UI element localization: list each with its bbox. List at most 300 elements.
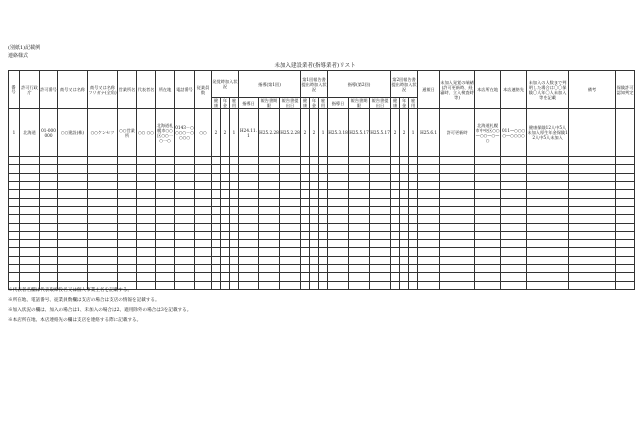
empty-cell <box>616 248 635 256</box>
empty-cell <box>118 198 137 206</box>
notes <box>8 286 191 326</box>
table-row <box>9 157 635 165</box>
empty-cell <box>212 173 221 181</box>
empty-cell <box>239 157 259 165</box>
empty-cell <box>239 181 259 189</box>
empty-cell <box>328 248 349 256</box>
empty-cell <box>239 198 259 206</box>
empty-cell <box>501 198 527 206</box>
col-notification: 通報日 <box>418 71 440 109</box>
empty-cell <box>440 240 475 248</box>
empty-cell <box>239 190 259 198</box>
empty-cell <box>418 206 440 214</box>
empty-cell <box>319 256 328 264</box>
empty-cell <box>230 165 239 173</box>
empty-cell <box>156 206 175 214</box>
table-row <box>9 223 635 231</box>
empty-cell <box>328 265 349 273</box>
empty-cell <box>212 198 221 206</box>
empty-cell <box>616 240 635 248</box>
empty-cell <box>418 240 440 248</box>
empty-cell <box>391 173 400 181</box>
empty-cell <box>221 165 230 173</box>
empty-cell <box>319 190 328 198</box>
empty-cell <box>9 181 20 189</box>
empty-cell <box>440 281 475 289</box>
empty-cell <box>301 231 310 239</box>
empty-cell <box>230 157 239 165</box>
empty-cell <box>501 215 527 223</box>
cell-remarks <box>569 109 616 157</box>
document-title: 未加入建設業者(指導業者)リスト <box>274 63 356 69</box>
empty-cell <box>475 273 501 281</box>
empty-cell <box>391 215 400 223</box>
cell-initial-pension: 2 <box>221 109 230 157</box>
empty-cell <box>370 215 391 223</box>
empty-cell <box>616 173 635 181</box>
empty-cell <box>310 265 319 273</box>
empty-cell <box>310 240 319 248</box>
empty-cell <box>239 273 259 281</box>
empty-cell <box>616 190 635 198</box>
empty-cell <box>280 256 301 264</box>
empty-cell <box>418 173 440 181</box>
empty-cell <box>440 231 475 239</box>
empty-cell <box>58 181 88 189</box>
empty-cell <box>118 265 137 273</box>
empty-cell <box>230 256 239 264</box>
empty-cell <box>301 256 310 264</box>
empty-cell <box>88 240 118 248</box>
empty-cell <box>280 281 301 289</box>
empty-cell <box>319 157 328 165</box>
empty-cell <box>319 181 328 189</box>
col-guidance-1: 指導(第1回) <box>239 71 301 98</box>
empty-cell <box>20 265 40 273</box>
empty-cell <box>400 265 409 273</box>
empty-cell <box>301 173 310 181</box>
empty-cell <box>20 173 40 181</box>
empty-cell <box>409 223 418 231</box>
empty-cell <box>259 215 280 223</box>
empty-cell <box>175 215 195 223</box>
empty-cell <box>20 240 40 248</box>
empty-cell <box>175 165 195 173</box>
cell-hq-contact: 011—○○○○—○○○○ <box>501 109 527 157</box>
empty-cell <box>409 265 418 273</box>
empty-cell <box>569 231 616 239</box>
empty-cell <box>527 190 569 198</box>
table-row <box>9 248 635 256</box>
empty-cell <box>310 190 319 198</box>
empty-cell <box>527 265 569 273</box>
format-label: 連絡様式 <box>8 53 29 59</box>
empty-cell <box>349 215 370 223</box>
empty-cell <box>569 190 616 198</box>
empty-cell <box>349 198 370 206</box>
cell-r2-pension: 2 <box>400 109 409 157</box>
empty-cell <box>9 173 20 181</box>
empty-cell <box>616 256 635 264</box>
cell-permit-office: 北海道 <box>20 109 40 157</box>
empty-cell <box>301 215 310 223</box>
empty-cell <box>418 223 440 231</box>
empty-cell <box>310 173 319 181</box>
empty-cell <box>20 157 40 165</box>
col-guidance-2: 指導(第2回) <box>328 71 391 98</box>
empty-cell <box>475 198 501 206</box>
empty-cell <box>440 198 475 206</box>
empty-cell <box>212 240 221 248</box>
empty-cell <box>9 248 20 256</box>
empty-cell <box>475 165 501 173</box>
empty-cell <box>370 248 391 256</box>
empty-cell <box>569 281 616 289</box>
empty-cell <box>20 273 40 281</box>
empty-cell <box>280 198 301 206</box>
col-address: 所在地 <box>156 71 175 109</box>
empty-cell <box>328 165 349 173</box>
empty-cell <box>9 273 20 281</box>
empty-cell <box>319 165 328 173</box>
empty-cell <box>501 223 527 231</box>
col-business-location: 営業所名 <box>118 71 137 109</box>
empty-cell <box>259 198 280 206</box>
empty-cell <box>58 248 88 256</box>
empty-cell <box>349 206 370 214</box>
empty-cell <box>409 165 418 173</box>
empty-cell <box>349 157 370 165</box>
empty-cell <box>391 240 400 248</box>
empty-cell <box>319 273 328 281</box>
cell-trade-name: ○○建設(株) <box>58 109 88 157</box>
cell-r2-employment: 1 <box>409 109 418 157</box>
empty-cell <box>527 273 569 281</box>
empty-cell <box>301 165 310 173</box>
empty-cell <box>418 215 440 223</box>
empty-cell <box>280 173 301 181</box>
cell-business-location: ○○営業所 <box>118 109 137 157</box>
empty-cell <box>475 240 501 248</box>
empty-cell <box>221 157 230 165</box>
empty-cell <box>137 223 156 231</box>
empty-cell <box>328 281 349 289</box>
empty-cell <box>239 215 259 223</box>
empty-cell <box>212 248 221 256</box>
sub-pension: 年金 <box>310 98 319 109</box>
col-report-2: 第2回報告書提出時加入状況 <box>391 71 418 98</box>
empty-cell <box>319 281 328 289</box>
empty-cell <box>501 181 527 189</box>
empty-cell <box>230 265 239 273</box>
empty-cell <box>212 190 221 198</box>
empty-cell <box>310 256 319 264</box>
empty-cell <box>239 281 259 289</box>
empty-cell <box>440 165 475 173</box>
empty-cell <box>400 223 409 231</box>
empty-cell <box>40 181 58 189</box>
empty-cell <box>527 231 569 239</box>
empty-cell <box>328 223 349 231</box>
empty-cell <box>569 181 616 189</box>
empty-cell <box>370 281 391 289</box>
empty-cell <box>259 223 280 231</box>
empty-cell <box>195 198 212 206</box>
empty-cell <box>440 215 475 223</box>
empty-cell <box>280 231 301 239</box>
empty-cell <box>569 198 616 206</box>
empty-cell <box>527 256 569 264</box>
cell-r2-health: 2 <box>391 109 400 157</box>
empty-cell <box>349 181 370 189</box>
empty-cell <box>527 215 569 223</box>
col-no: 番号 <box>9 71 20 109</box>
empty-cell <box>616 281 635 289</box>
cell-over-five: 健康保険12人中5人未加入厚生年金保険12人中5人未加入 <box>527 109 569 157</box>
empty-cell <box>239 206 259 214</box>
empty-cell <box>212 223 221 231</box>
empty-cell <box>501 248 527 256</box>
empty-cell <box>221 181 230 189</box>
empty-cell <box>475 206 501 214</box>
cell-trade-name-kana: ○○ケンセツ <box>88 109 118 157</box>
empty-cell <box>195 223 212 231</box>
empty-cell <box>616 215 635 223</box>
cell-permit-no: 01-000000 <box>40 109 58 157</box>
note-item: ※加入状況の欄は、加入の場合は1、未加入の場合は2、適用除外の場合は3を記載する。 <box>8 308 192 313</box>
empty-cell <box>20 256 40 264</box>
sub-report-date: 報告書提出日 <box>280 98 301 109</box>
table-row <box>9 181 635 189</box>
sub-health: 健康 <box>301 98 310 109</box>
cell-representative: ○○ ○○ <box>137 109 156 157</box>
empty-cell <box>9 231 20 239</box>
empty-cell <box>400 273 409 281</box>
empty-cell <box>118 231 137 239</box>
empty-cell <box>418 181 440 189</box>
empty-cell <box>440 190 475 198</box>
empty-cell <box>212 206 221 214</box>
empty-cell <box>230 206 239 214</box>
empty-cell <box>527 173 569 181</box>
empty-cell <box>280 190 301 198</box>
empty-cell <box>137 248 156 256</box>
empty-cell <box>175 231 195 239</box>
empty-cell <box>259 157 280 165</box>
empty-cell <box>370 173 391 181</box>
empty-cell <box>137 181 156 189</box>
empty-cell <box>370 198 391 206</box>
empty-cell <box>301 281 310 289</box>
empty-cell <box>569 157 616 165</box>
empty-cell <box>319 223 328 231</box>
empty-cell <box>259 231 280 239</box>
cell-discovery: 許可更新時 <box>440 109 475 157</box>
empty-cell <box>212 215 221 223</box>
empty-cell <box>418 190 440 198</box>
empty-cell <box>475 256 501 264</box>
empty-cell <box>156 157 175 165</box>
empty-cell <box>391 206 400 214</box>
empty-cell <box>391 157 400 165</box>
empty-cell <box>221 273 230 281</box>
empty-cell <box>118 173 137 181</box>
empty-cell <box>418 157 440 165</box>
empty-cell <box>137 240 156 248</box>
empty-cell <box>156 231 175 239</box>
empty-cell <box>349 240 370 248</box>
empty-cell <box>301 190 310 198</box>
cell-address: 北海道札幌市○○区○○一○一○ <box>156 109 175 157</box>
empty-cell <box>58 265 88 273</box>
empty-cell <box>349 231 370 239</box>
empty-cell <box>58 231 88 239</box>
empty-cell <box>349 265 370 273</box>
empty-cell <box>391 198 400 206</box>
cell-r1-pension: 2 <box>310 109 319 157</box>
empty-cell <box>569 215 616 223</box>
empty-cell <box>175 265 195 273</box>
empty-cell <box>259 240 280 248</box>
empty-cell <box>349 190 370 198</box>
empty-cell <box>310 231 319 239</box>
col-permit-no: 許可番号 <box>40 71 58 109</box>
empty-cell <box>58 206 88 214</box>
empty-cell <box>230 240 239 248</box>
contractor-list-table <box>8 70 635 290</box>
empty-cell <box>40 273 58 281</box>
table-row <box>9 256 635 264</box>
empty-cell <box>400 190 409 198</box>
empty-cell <box>40 248 58 256</box>
empty-cell <box>40 157 58 165</box>
empty-cell <box>9 198 20 206</box>
empty-cell <box>310 215 319 223</box>
empty-cell <box>569 206 616 214</box>
empty-cell <box>328 190 349 198</box>
empty-cell <box>88 265 118 273</box>
col-initial-status: 発覚時加入状況 <box>212 71 239 98</box>
cell-initial-health: 2 <box>212 109 221 157</box>
empty-cell <box>501 265 527 273</box>
empty-cell <box>391 181 400 189</box>
empty-cell <box>259 173 280 181</box>
empty-cell <box>400 231 409 239</box>
empty-cell <box>20 181 40 189</box>
empty-cell <box>328 240 349 248</box>
empty-cell <box>221 281 230 289</box>
empty-cell <box>527 198 569 206</box>
empty-cell <box>409 273 418 281</box>
empty-cell <box>88 206 118 214</box>
empty-cell <box>20 223 40 231</box>
empty-cell <box>301 198 310 206</box>
empty-cell <box>40 215 58 223</box>
empty-cell <box>156 265 175 273</box>
empty-cell <box>527 281 569 289</box>
empty-cell <box>391 248 400 256</box>
empty-cell <box>409 256 418 264</box>
empty-cell <box>88 181 118 189</box>
empty-cell <box>391 223 400 231</box>
empty-cell <box>418 256 440 264</box>
empty-cell <box>137 231 156 239</box>
empty-cell <box>280 181 301 189</box>
empty-cell <box>328 198 349 206</box>
empty-cell <box>475 173 501 181</box>
empty-cell <box>501 190 527 198</box>
empty-cell <box>569 273 616 281</box>
empty-cell <box>527 240 569 248</box>
empty-cell <box>400 248 409 256</box>
empty-cell <box>328 256 349 264</box>
empty-cell <box>58 165 88 173</box>
empty-cell <box>616 265 635 273</box>
empty-cell <box>259 206 280 214</box>
cell-no: 1 <box>9 109 20 157</box>
empty-cell <box>20 198 40 206</box>
empty-cell <box>501 273 527 281</box>
col-permit-office: 許可行政庁 <box>20 71 40 109</box>
empty-cell <box>349 256 370 264</box>
empty-cell <box>475 265 501 273</box>
empty-cell <box>319 198 328 206</box>
table-row <box>9 240 635 248</box>
empty-cell <box>440 248 475 256</box>
empty-cell <box>349 273 370 281</box>
empty-cell <box>118 181 137 189</box>
empty-cell <box>175 198 195 206</box>
col-hq-contact: 本店連絡先 <box>501 71 527 109</box>
empty-cell <box>156 198 175 206</box>
cell-g1-submitted: H25.2.28 <box>280 109 301 157</box>
empty-cell <box>475 281 501 289</box>
empty-cell <box>88 248 118 256</box>
empty-cell <box>137 173 156 181</box>
cell-g2-date: H25.3.18 <box>328 109 349 157</box>
empty-cell <box>370 181 391 189</box>
empty-cell <box>58 273 88 281</box>
empty-cell <box>280 248 301 256</box>
empty-cell <box>118 165 137 173</box>
sub-pension: 年金 <box>400 98 409 109</box>
empty-cell <box>400 173 409 181</box>
sub-health: 健康 <box>212 98 221 109</box>
empty-cell <box>118 206 137 214</box>
cell-g1-deadline: H25.2.28 <box>259 109 280 157</box>
empty-cell <box>616 157 635 165</box>
empty-cell <box>527 165 569 173</box>
sub-employment: 雇用 <box>319 98 328 109</box>
empty-cell <box>239 231 259 239</box>
empty-cell <box>259 190 280 198</box>
empty-cell <box>175 181 195 189</box>
empty-cell <box>118 215 137 223</box>
col-hq-address: 本店所在地 <box>475 71 501 109</box>
empty-cell <box>400 240 409 248</box>
empty-cell <box>370 206 391 214</box>
empty-cell <box>20 206 40 214</box>
empty-cell <box>391 273 400 281</box>
empty-cell <box>310 281 319 289</box>
empty-cell <box>239 256 259 264</box>
empty-cell <box>118 157 137 165</box>
table-row <box>9 215 635 223</box>
col-trade-name: 商号又は名称 <box>58 71 88 109</box>
empty-cell <box>409 181 418 189</box>
empty-cell <box>391 231 400 239</box>
empty-cell <box>175 206 195 214</box>
